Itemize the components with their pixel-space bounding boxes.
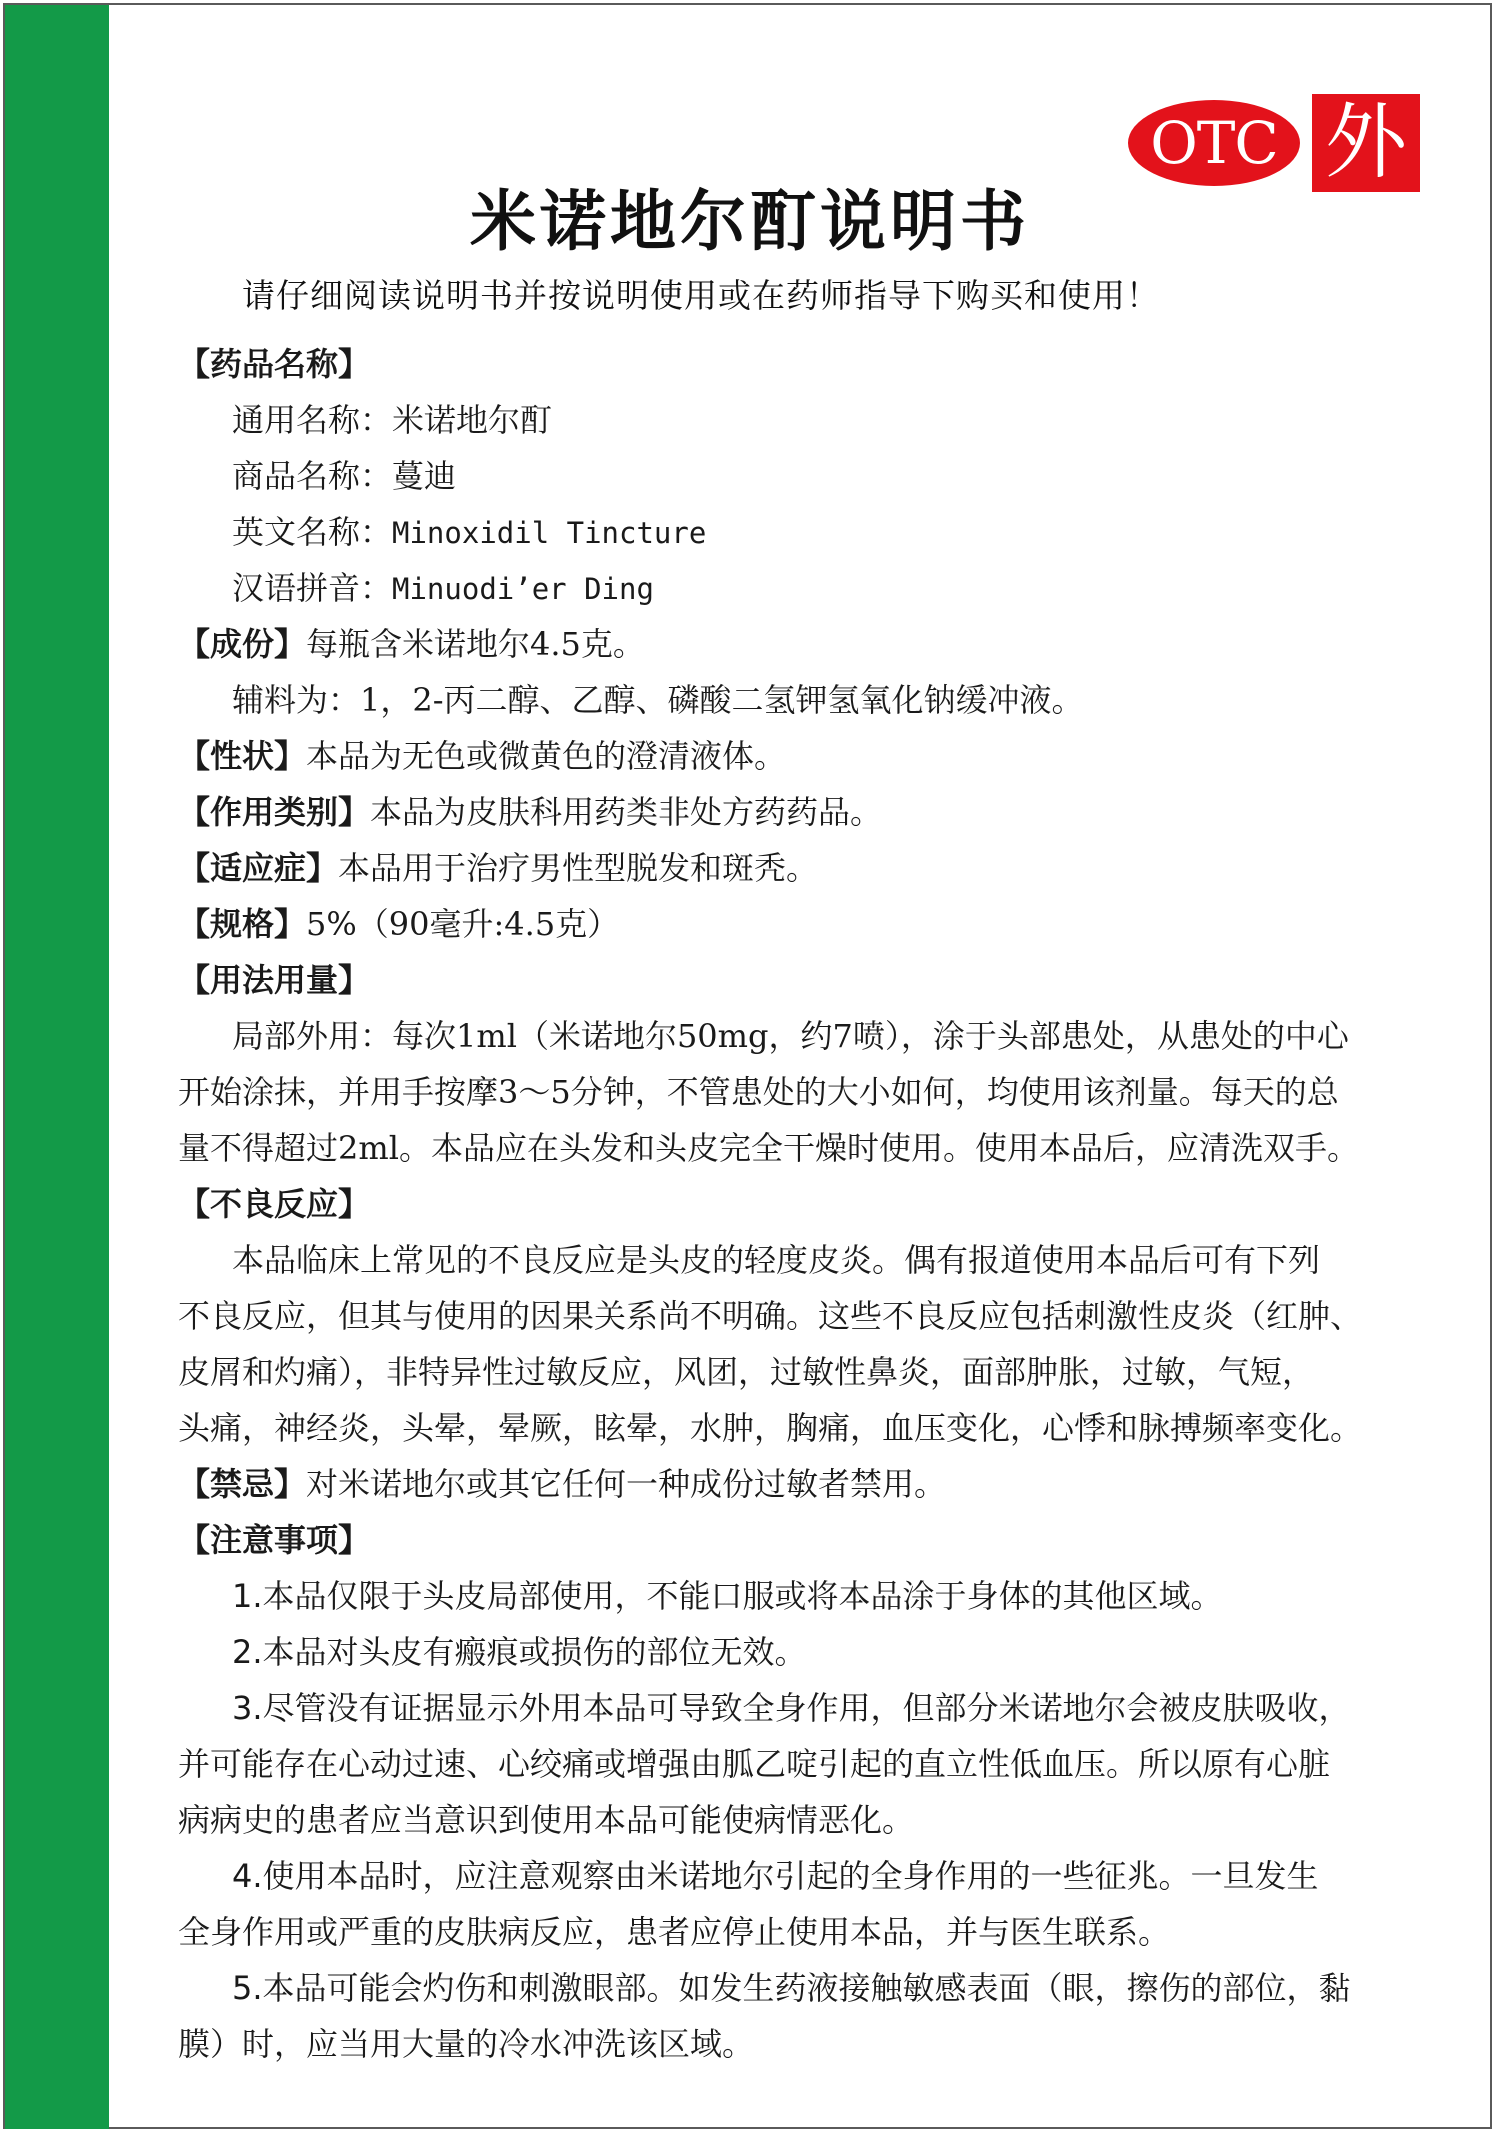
precaution-item-4-line: 4.使用本品时，应注意观察由米诺地尔引起的全身作用的一些征兆。一旦发生 [232, 1857, 1319, 1895]
adverse-line: 本品临床上常见的不良反应是头皮的轻度皮炎。偶有报道使用本品后可有下列 [232, 1241, 1321, 1279]
contraindications-row [178, 1456, 1410, 1512]
green-side-bar [5, 5, 109, 2129]
precaution-item-2: 2.本品对头皮有瘢痕或损伤的部位无效。 [232, 1633, 807, 1671]
section-heading-category: 【作用类别】 [178, 793, 371, 831]
precaution-item-3-line: 病病史的患者应当意识到使用本品可能使病情恶化。 [178, 1801, 915, 1839]
dosage-line: 局部外用：每次1ml（米诺地尔50mg，约7喷），涂于头部患处，从患处的中心 [232, 1017, 1349, 1055]
specification-text: 5%（90毫升:4.5克） [306, 905, 620, 943]
reading-notice: 请仔细阅读说明书并按说明使用或在药师指导下购买和使用！ [242, 276, 1160, 315]
precaution-item-3-line: 并可能存在心动过速、心绞痛或增强由胍乙啶引起的直立性低血压。所以原有心脏 [178, 1745, 1331, 1783]
properties-text: 本品为无色或微黄色的澄清液体。 [306, 737, 787, 775]
category-row [178, 784, 1410, 840]
composition-text: 每瓶含米诺地尔4.5克。 [306, 625, 645, 663]
section-heading-precautions: 【注意事项】 [178, 1521, 371, 1559]
dosage-line: 开始涂抹，并用手按摩3～5分钟，不管患处的大小如何，均使用该剂量。每天的总 [178, 1073, 1339, 1111]
english-name-value: Minoxidil Tincture [392, 516, 707, 550]
section-heading-adverse: 【不良反应】 [178, 1185, 371, 1223]
precaution-item-4-line: 全身作用或严重的皮肤病反应，患者应停止使用本品，并与医生联系。 [178, 1913, 1171, 1951]
category-text: 本品为皮肤科用药类非处方药药品。 [370, 793, 883, 831]
pinyin-name-label: 汉语拼音： [232, 569, 393, 607]
adverse-line: 皮屑和灼痛），非特异性过敏反应，风团，过敏性鼻炎，面部肿胀，过敏，气短， [178, 1353, 1315, 1391]
section-heading-indications: 【适应症】 [178, 849, 339, 887]
composition-row [178, 616, 1410, 672]
otc-badge: OTC [1128, 100, 1300, 186]
section-heading-contraindications: 【禁忌】 [178, 1465, 307, 1503]
indications-row [178, 840, 1410, 896]
section-heading-properties: 【性状】 [178, 737, 307, 775]
external-use-badge: 外 [1312, 94, 1420, 192]
pinyin-name-value: Minuodi’er Ding [392, 572, 654, 606]
english-name-label: 英文名称： [232, 513, 393, 551]
leaflet-body [178, 336, 1410, 2072]
indications-text: 本品用于治疗男性型脱发和斑秃。 [338, 849, 819, 887]
document-title: 米诺地尔酊说明书 [470, 183, 1030, 260]
contraindications-text: 对米诺地尔或其它任何一种成份过敏者禁用。 [306, 1465, 947, 1503]
pinyin-name [178, 560, 1410, 616]
precaution-item-1: 1.本品仅限于头皮局部使用，不能口服或将本品涂于身体的其他区域。 [232, 1577, 1223, 1615]
trade-name: 商品名称：蔓迪 [232, 457, 457, 495]
generic-name: 通用名称：米诺地尔酊 [232, 401, 553, 439]
specification-row [178, 896, 1410, 952]
precaution-item-5-line: 膜）时，应当用大量的冷水冲洗该区域。 [178, 2025, 755, 2063]
excipients-text: 辅料为：1，2-丙二醇、乙醇、磷酸二氢钾氢氧化钠缓冲液。 [232, 681, 1084, 719]
dosage-line: 量不得超过2ml。本品应在头发和头皮完全干燥时使用。使用本品后，应清洗双手。 [178, 1129, 1359, 1167]
precaution-item-5-line: 5.本品可能会灼伤和刺激眼部。如发生药液接触敏感表面（眼，擦伤的部位，黏 [232, 1969, 1351, 2007]
section-heading-composition: 【成份】 [178, 625, 307, 663]
section-heading-dosage: 【用法用量】 [178, 961, 371, 999]
section-heading-name: 【药品名称】 [178, 345, 371, 383]
section-heading-specification: 【规格】 [178, 905, 307, 943]
english-name [178, 504, 1410, 560]
properties-row [178, 728, 1410, 784]
precaution-item-3-line: 3.尽管没有证据显示外用本品可导致全身作用，但部分米诺地尔会被皮肤吸收， [232, 1689, 1351, 1727]
adverse-line: 不良反应，但其与使用的因果关系尚不明确。这些不良反应包括刺激性皮炎（红肿、 [178, 1297, 1363, 1335]
adverse-line: 头痛，神经炎，头晕，晕厥，眩晕，水肿，胸痛，血压变化，心悸和脉搏频率变化。 [178, 1409, 1363, 1447]
